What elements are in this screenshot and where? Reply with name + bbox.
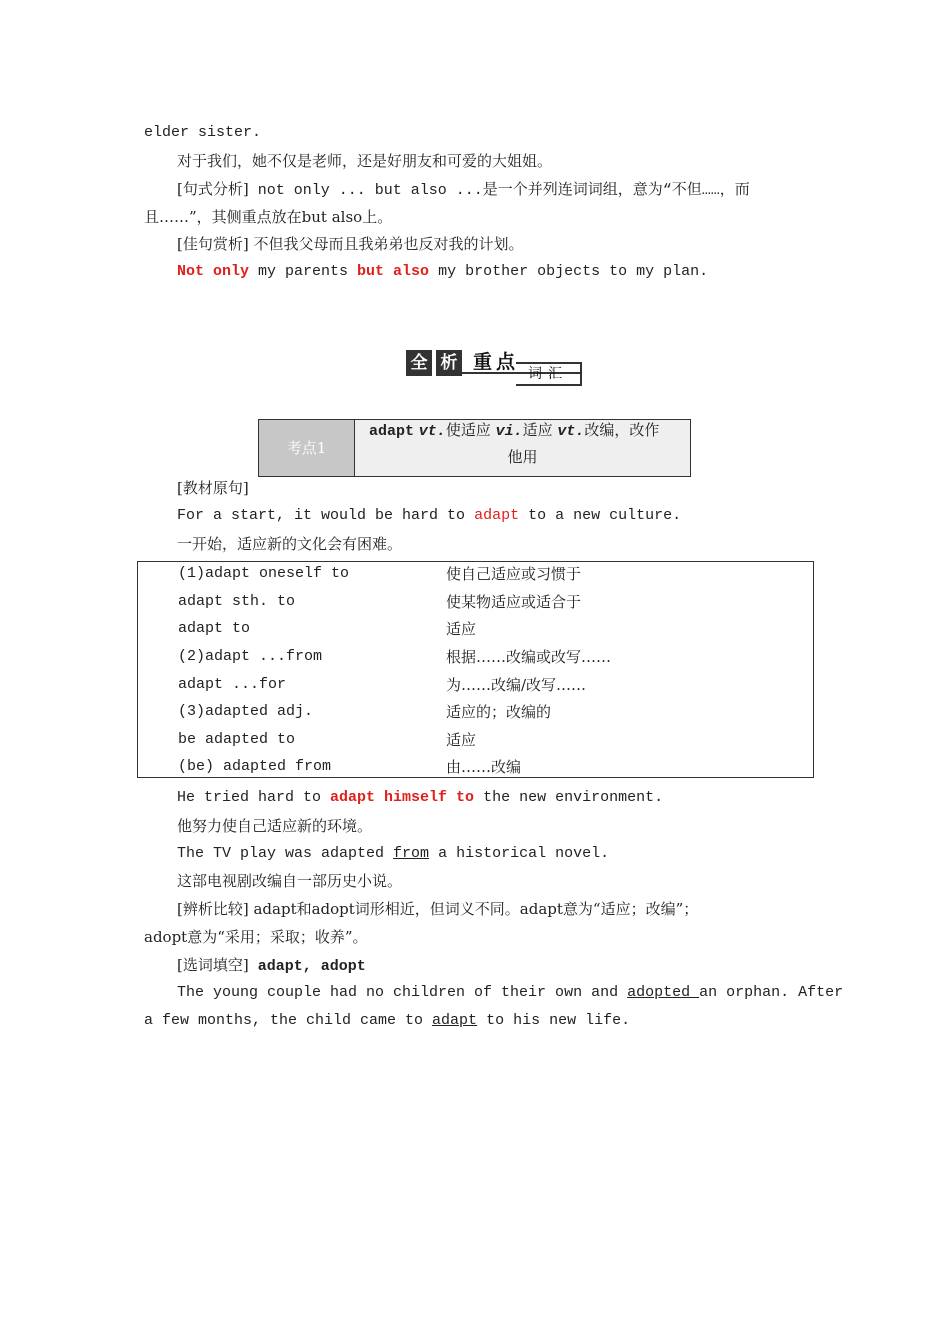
compare-tag: [辨析比较]	[177, 900, 249, 918]
phrase-en: (1)adapt oneself to	[178, 565, 350, 582]
banner-char-2: 析	[436, 350, 462, 376]
phrase-zh: 使自己适应或习惯于	[446, 565, 582, 583]
example-part-1: my parents	[249, 263, 358, 280]
appreciation-text: 不但我父母而且我弟弟也反对我的计划。	[248, 235, 524, 253]
example-2-b: a historical novel.	[429, 845, 610, 862]
analysis-line-2: 且……”，其侧重点放在but also上。	[144, 208, 393, 226]
kaodian-word: adapt	[369, 423, 415, 440]
fill-p2-a: a few months, the child came to	[144, 1012, 433, 1029]
phrase-table	[137, 561, 814, 778]
table-row	[138, 757, 813, 777]
original-keyword: adapt	[474, 507, 520, 524]
phrase-en: (3)adapted adj.	[178, 703, 314, 720]
example-1-translation: 他努力使自己适应新的环境。	[177, 817, 373, 835]
phrase-zh: 根据……改编或改写……	[446, 648, 612, 666]
example-2-a: The TV play was adapted	[177, 845, 394, 862]
table-row	[138, 702, 813, 722]
table-row	[138, 564, 813, 584]
example-1-a: He tried hard to	[177, 789, 331, 806]
phrase-en: (be) adapted from	[178, 758, 332, 775]
phrase-zh: 使某物适应或适合于	[446, 593, 582, 611]
table-row	[138, 619, 813, 639]
keyword-not-only: Not only	[177, 263, 250, 280]
original-tag: [教材原句]	[177, 479, 249, 497]
phrase-zh: 由……改编	[446, 758, 522, 776]
example-2	[177, 844, 609, 864]
kaodian-label: 考点1	[259, 420, 355, 476]
kaodian-def-3: 改编，改作	[584, 421, 660, 439]
original-translation: 一开始，适应新的文化会有困难。	[177, 535, 403, 553]
kaodian-box	[258, 419, 691, 477]
original-sentence	[177, 506, 681, 526]
fill-p1-a: The young couple had no children of their own and	[177, 984, 628, 1001]
example-1-b: the new environment.	[474, 789, 664, 806]
analysis-text-a: not only ... but also ...是一个并列连词词组，意为“不但……，而	[248, 182, 750, 199]
example-part-2: my brother objects to my plan.	[429, 263, 709, 280]
table-row	[138, 592, 813, 612]
kaodian-pos-2: vi.	[495, 423, 523, 440]
phrase-en: adapt ...for	[178, 676, 287, 693]
original-sentence-b: to a new culture.	[519, 507, 682, 524]
original-sentence-a: For a start, it would be hard to	[177, 507, 475, 524]
section-banner	[406, 348, 582, 386]
kaodian-pos-1: vt.	[418, 423, 446, 440]
example-1	[177, 788, 663, 808]
example-2-underline: from	[393, 845, 430, 862]
compare-text-a: adapt和adopt词形相近，但词义不同。adapt意为“适应；改编”；	[248, 900, 699, 918]
phrase-zh: 适应的；改编的	[446, 703, 552, 721]
banner-char-3: 重点	[472, 351, 519, 373]
analysis-tag: [句式分析]	[177, 180, 249, 198]
keyword-but-also: but also	[357, 263, 430, 280]
phrase-zh: 为……改编/改写……	[446, 676, 587, 694]
appreciation-tag: [佳句赏析]	[177, 235, 249, 253]
kaodian-definition	[355, 420, 690, 476]
intro-line-1: elder sister.	[144, 124, 262, 141]
fill-p2-b: to his new life.	[477, 1012, 631, 1029]
phrase-en: adapt sth. to	[178, 593, 296, 610]
phrase-en: be adapted to	[178, 731, 296, 748]
fill-line	[177, 955, 366, 977]
intro-translation: 对于我们，她不仅是老师，还是好朋友和可爱的大姐姐。	[177, 152, 553, 170]
kaodian-def-2: 适应	[522, 421, 558, 439]
analysis-line-1	[177, 179, 750, 201]
table-row	[138, 730, 813, 750]
fill-paragraph-line-1	[177, 983, 843, 1003]
compare-line-2: adopt意为“采用；采取；收养”。	[144, 928, 368, 946]
example-2-translation: 这部电视剧改编自一部历史小说。	[177, 872, 403, 890]
table-row	[138, 675, 813, 695]
fill-words: adapt, adopt	[248, 958, 366, 975]
kaodian-pos-3: vt.	[557, 423, 585, 440]
appreciation-example	[177, 262, 708, 282]
banner-char-1: 全	[406, 350, 432, 376]
kaodian-definition-line-2: 他用	[507, 448, 538, 466]
phrase-zh: 适应	[446, 731, 477, 749]
fill-tag: [选词填空]	[177, 956, 249, 974]
compare-line-1	[177, 899, 698, 919]
fill-answer-adapt: adapt	[432, 1012, 478, 1029]
fill-paragraph-line-2	[144, 1011, 630, 1031]
example-1-keyword: adapt himself to	[330, 789, 475, 806]
phrase-zh: 适应	[446, 620, 477, 638]
table-row	[138, 647, 813, 667]
fill-answer-adopted: adopted	[627, 984, 700, 1001]
banner-char-4: 词汇	[516, 362, 582, 386]
kaodian-definition-line-1	[369, 420, 659, 442]
phrase-en: (2)adapt ...from	[178, 648, 323, 665]
phrase-en: adapt to	[178, 620, 251, 637]
appreciation-line	[177, 234, 524, 254]
kaodian-def-1: 使适应	[445, 421, 496, 439]
fill-p1-b: an orphan. After	[699, 984, 844, 1001]
